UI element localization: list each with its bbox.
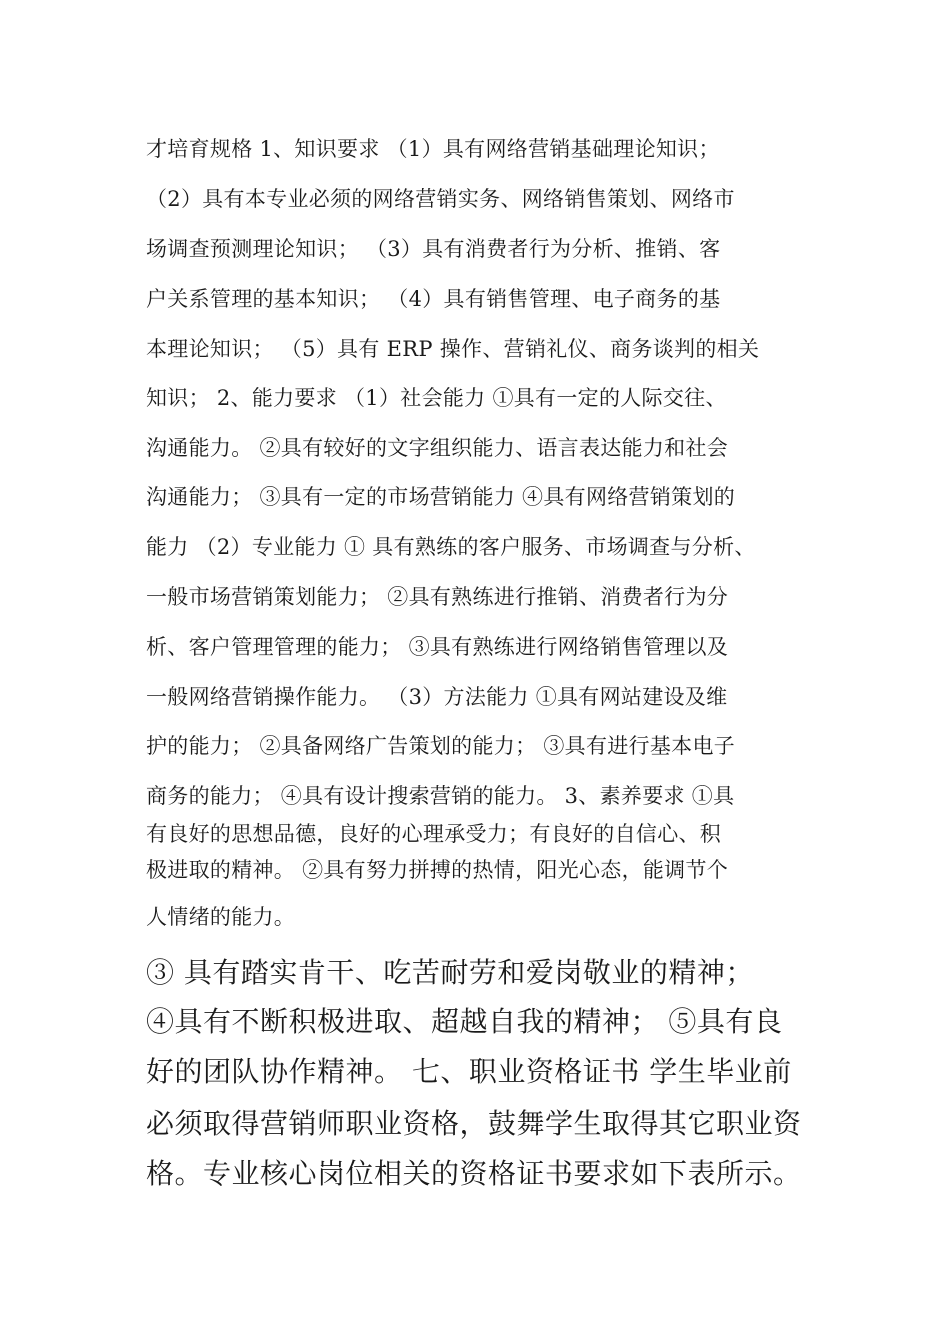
- text-line-16: 极进取的精神。 ②具有努力拼搏的热情，阳光心态，能调节个: [146, 858, 729, 882]
- large-text-line-4: 必须取得营销师职业资格，鼓舞学生取得其它职业资: [146, 1107, 802, 1140]
- text-line-13: 护的能力； ②具备网络广告策划的能力； ③具有进行基本电子: [146, 734, 736, 758]
- text-line-7: 沟通能力。 ②具有较好的文字组织能力、语言表达能力和社会: [146, 436, 729, 460]
- text-line-4: 户关系管理的基本知识； （4）具有销售管理、电子商务的基: [146, 287, 721, 311]
- large-text-line-5: 格。专业核心岗位相关的资格证书要求如下表所示。: [146, 1157, 802, 1190]
- large-text-line-2: ④具有不断积极进取、超越自我的精神； ⑤具有良: [146, 1005, 783, 1038]
- text-line-8: 沟通能力； ③具有一定的市场营销能力 ④具有网络营销策划的: [146, 485, 736, 509]
- text-line-15: 有良好的思想品德，良好的心理承受力；有良好的自信心、积: [146, 822, 722, 846]
- text-line-2: （2）具有本专业必须的网络营销实务、网络销售策划、网络市: [146, 187, 735, 211]
- text-line-17: 人情绪的能力。: [146, 905, 296, 929]
- text-line-14: 商务的能力； ④具有设计搜索营销的能力。 3、素养要求 ①具: [146, 784, 735, 808]
- large-text-line-1: ③ 具有踏实肯干、吃苦耐劳和爱岗敬业的精神；: [146, 956, 754, 989]
- text-line-12: 一般网络营销操作能力。 （3）方法能力 ①具有网站建设及维: [146, 685, 728, 709]
- text-line-9: 能力 （2）专业能力 ① 具有熟练的客户服务、市场调查与分析、: [146, 535, 756, 559]
- large-text-line-3: 好的团队协作精神。 七、职业资格证书 学生毕业前: [146, 1055, 792, 1088]
- text-line-3: 场调查预测理论知识； （3）具有消费者行为分析、推销、客: [146, 237, 721, 261]
- text-line-10: 一般市场营销策划能力； ②具有熟练进行推销、消费者行为分: [146, 585, 729, 609]
- text-line-1: 才培育规格 1、知识要求 （1）具有网络营销基础理论知识；: [146, 137, 720, 161]
- text-line-11: 析、客户管理管理的能力； ③具有熟练进行网络销售管理以及: [146, 635, 729, 659]
- text-line-6: 知识； 2、能力要求 （1）社会能力 ①具有一定的人际交往、: [146, 386, 727, 410]
- text-line-5: 本理论知识； （5）具有 ERP 操作、营销礼仪、商务谈判的相关: [146, 337, 760, 361]
